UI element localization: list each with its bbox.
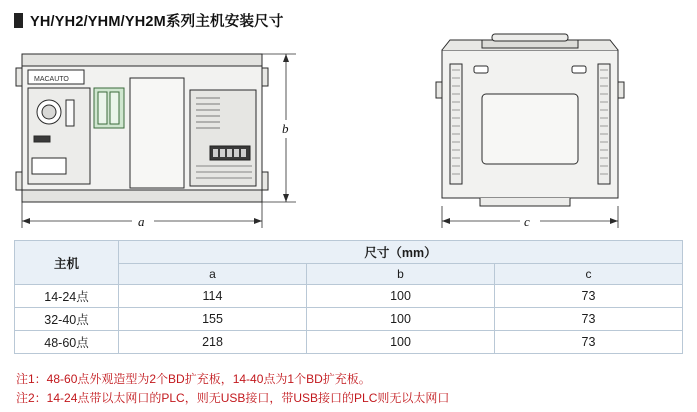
cell-c: 73 — [495, 308, 683, 331]
cell-b: 100 — [307, 285, 495, 308]
cell-host: 48-60点 — [15, 331, 119, 354]
header-col-b: b — [307, 264, 495, 285]
dim-label-a: a — [138, 214, 145, 229]
note-1: 注1：48-60点外观造型为2个BD扩充板，14-40点为1个BD扩充板。 — [16, 372, 371, 386]
front-view-svg — [14, 32, 306, 232]
side-view-drawing — [420, 32, 680, 232]
table-header-row — [15, 241, 683, 264]
front-view-drawing — [14, 32, 306, 232]
cell-host: 32-40点 — [15, 308, 119, 331]
side-view-svg — [420, 32, 680, 232]
header-host: 主机 — [15, 241, 119, 285]
table-row — [15, 331, 683, 354]
dim-label-b: b — [282, 121, 289, 136]
table-row — [15, 285, 683, 308]
spec-table — [14, 240, 683, 354]
table-body — [15, 285, 683, 354]
header-col-a: a — [119, 264, 307, 285]
title-marker-icon — [14, 13, 23, 28]
cell-b: 100 — [307, 331, 495, 354]
cell-host: 14-24点 — [15, 285, 119, 308]
cell-c: 73 — [495, 285, 683, 308]
cell-a: 218 — [119, 331, 307, 354]
page-title — [14, 10, 284, 31]
drawings-area — [0, 32, 697, 232]
brand-label: MACAUTO — [34, 76, 69, 83]
spec-table-wrapper — [14, 240, 683, 354]
cell-a: 114 — [119, 285, 307, 308]
header-dimension-group: 尺寸（mm） — [119, 241, 683, 264]
note-2: 注2：14-24点带以太网口的PLC，则无USB接口，带USB接口的PLC则无以太网口 — [16, 391, 450, 405]
dim-label-c: c — [524, 214, 530, 229]
page-title-text: YH/YH2/YHM/YH2M系列主机安装尺寸 — [30, 14, 284, 30]
header-col-c: c — [495, 264, 683, 285]
table-head — [15, 241, 683, 285]
cell-a: 155 — [119, 308, 307, 331]
cell-c: 73 — [495, 331, 683, 354]
cell-b: 100 — [307, 308, 495, 331]
notes-block — [16, 370, 676, 408]
table-row — [15, 308, 683, 331]
